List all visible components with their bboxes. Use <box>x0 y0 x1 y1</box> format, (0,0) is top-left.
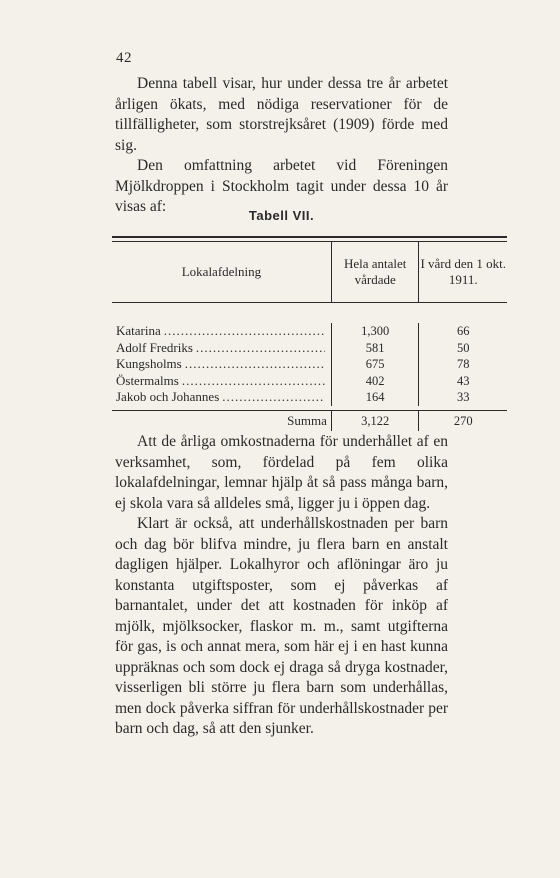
statistics-table <box>112 236 507 431</box>
row-name: Adolf Fredriks <box>116 339 193 355</box>
header-lokalafdelning: Lokalafdelning <box>181 264 262 279</box>
body-text <box>115 432 448 740</box>
row-total: 164 <box>331 389 419 406</box>
row-in-care: 66 <box>418 323 507 340</box>
intro-text <box>115 74 448 218</box>
row-total: 1,300 <box>331 323 419 340</box>
table-row <box>112 323 507 340</box>
sum-label: Summa <box>287 412 327 428</box>
header-i-vard: I vård den 1 okt. 1911. <box>418 242 507 302</box>
table-header-row <box>112 242 507 302</box>
row-in-care: 33 <box>418 389 507 406</box>
body-paragraph: Klart är också, att underhållskostnaden per barn och dag bör blifva mindre, ju flera barn en anstalt dagligen hjälper. Lokalhyror och aflöningar äro ju konstanta utgiftsposter, som ej påverkas af barnantalet, under det att kostnaden för inköp af mjölk, mjölksocker, flaskor m. m., samt utgifterna för gas, is och annat mera, som här ej i en hast kunna uppräknas och som dock ej draga så dryga kostnader, visserligen bli större ju flera barn som underhållas, men dock påverka siffran för underhållskostnader per barn och dag, så att den sjunker. <box>115 515 448 737</box>
row-total: 675 <box>331 356 419 373</box>
sum-total: 3,122 <box>331 411 419 431</box>
dot-leader <box>182 373 325 390</box>
table-row <box>112 373 507 390</box>
dot-leader <box>164 323 325 340</box>
table-row <box>112 389 507 406</box>
dot-leader <box>185 356 325 373</box>
row-name: Jakob och Johannes <box>116 389 220 404</box>
body-paragraph: Att de årliga omkostnaderna för underhållet af en verksamhet, som, fördelad på fem olika lokalafdelningar, lemnar hjälp åt så pass många barn, ej skola vara så alldeles små, ligger ju i öppen dag. <box>115 433 448 512</box>
table-body <box>112 303 507 410</box>
row-name: Katarina <box>116 323 161 338</box>
dot-leader <box>222 389 325 406</box>
row-in-care: 43 <box>418 373 507 390</box>
header-hela-antalet: Hela antalet vårdade <box>331 242 419 302</box>
table-sum-row <box>112 411 507 431</box>
row-name: Kungsholms <box>116 356 182 371</box>
table-row <box>112 356 507 373</box>
table-row <box>112 340 507 357</box>
table-title: Tabell VII. <box>248 208 315 223</box>
row-name: Östermalms <box>116 372 179 388</box>
row-total: 581 <box>331 340 419 357</box>
row-in-care: 50 <box>418 340 507 357</box>
dot-leader <box>196 340 325 357</box>
intro-paragraph: Den omfattning arbetet vid Föreningen Mjölkdroppen i Stockholm tagit under dessa 10 år visas af: <box>115 157 448 215</box>
intro-paragraph: Denna tabell visar, hur under dessa tre år arbetet årligen ökats, med nödiga reservationer för de tillfälligheter, som storstrejksåret (1909) förde med sig. <box>115 75 448 154</box>
row-total: 402 <box>331 373 419 390</box>
sum-in-care: 270 <box>418 411 507 431</box>
row-in-care: 78 <box>418 356 507 373</box>
page-number: 42 <box>116 50 132 66</box>
